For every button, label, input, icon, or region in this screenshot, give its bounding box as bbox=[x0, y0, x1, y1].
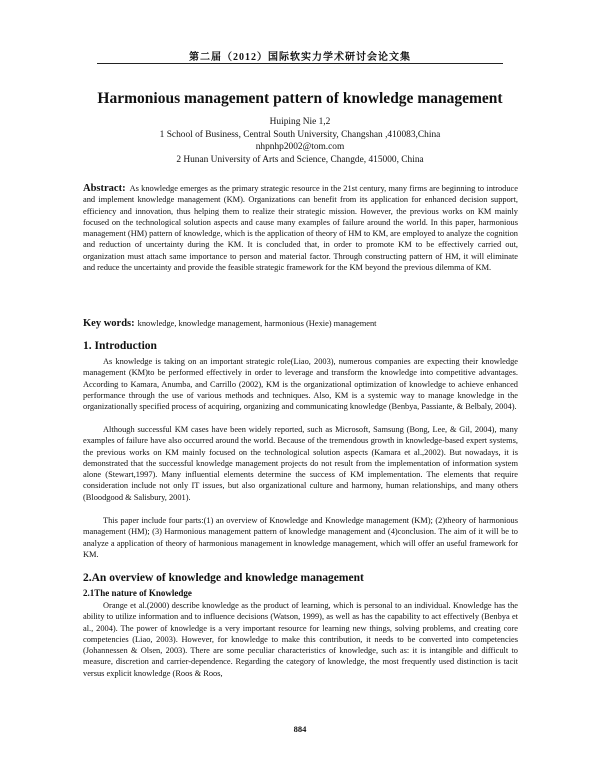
affiliation-2: 2 Hunan University of Arts and Science, Changde, 415000, China bbox=[176, 154, 424, 165]
affiliation-1: 1 School of Business, Central South University, Changshan ,410083,China bbox=[159, 129, 441, 140]
author-name: Huiping Nie 1,2 bbox=[269, 117, 331, 127]
author-block bbox=[60, 116, 540, 166]
keywords-label: Key words: bbox=[83, 318, 135, 329]
author-email: nhpnhp2002@tom.com bbox=[255, 142, 345, 152]
section-2-heading: 2.An overview of knowledge and knowledge management bbox=[83, 572, 364, 584]
section-1-paragraph: This paper include four parts:(1) an overview of Knowledge and Knowledge management (KM); (2)theory of harmonious management (HM); (3) Harmonious management pattern of knowledge management and (4)conclusion. The aim of it will be to analyze a application of theory of harmonious management in knowledge management, which will offer an useful framework for KM. bbox=[83, 516, 518, 559]
section-1-paragraph: Although successful KM cases have been widely reported, such as Microsoft, Samsung (Bong, Lee, & Gil, 2004), many examples of failure have also occurred around the world. Because of the tremendous growth in knowledge-based expert systems, the previous works on KM mainly focused on the technological solution aspects (Kamara et al.,2002). But nowadays, it is demonstrated that the successful knowledge management projects do not result from the implementation of information system alone (Stewart,1997). Many influential elements determine the success of KM implementation. The elements that require consideration include not only IT issues, but also organizational culture and harmony, human relationships, and many others (Bloodgood & Salisbury, 2001). bbox=[83, 425, 518, 502]
keywords-text: knowledge, knowledge management, harmonious (Hexie) management bbox=[137, 319, 377, 328]
abstract-label: Abstract: bbox=[83, 183, 126, 194]
subsection-2-1-heading: 2.1The nature of Knowledge bbox=[83, 588, 192, 598]
keywords bbox=[83, 318, 518, 329]
paper-title: Harmonious management pattern of knowledge management bbox=[97, 90, 503, 107]
section-1-paragraph: As knowledge is taking on an important strategic role(Liao, 2003), numerous companies are expecting their knowledge management (KM)to be performed effectively in order to leverage and transform the knowledge into competitive advantages. According to Kamara, Anumba, and Carrillo (2002), KM is the organizational optimization of knowledge to achieve enhanced performance through the use of various methods and techniques. Also, KM is a systemic way to manage knowledge in the organizationally specified process of acquiring, organizing and communicating knowledge (Benbya, Passiante, & Belbaly, 2004). bbox=[83, 357, 518, 412]
subsection-2-1-paragraph: Orange et al.(2000) describe knowledge as the product of learning, which is personal to an individual. Knowledge has the ability to utilize information and to influence decisions (Watson, 1999), as well as has the capability to act effectively (Benbya et al., 2004). The power of knowledge is a very important resource for learning new things, solving problems, and creating core competencies (Liao, 2003). However, for knowledge to make this contribution, it needs to be converted into competencies (Johannessen & Olsen, 2003). There are some peculiar characteristics of knowledge, such as: it is intangible and difficult to measure, discretion and carrier-dependence. Regarding the category of knowledge, the most frequently used distinction is tacit versus explicit knowledge (Roos & Roos, bbox=[83, 601, 518, 678]
abstract-text: As knowledge emerges as the primary strategic resource in the 21st century, many firms are beginning to introduce and implement knowledge management (KM). Organizations can benefit from its application for enhanced decision support, efficiency and innovation, thus helping them to realize their strategic mission. However, the previous works on KM mainly focused on the technological solution aspects and cause many examples of failure around the world. In this paper, harmonious management (HM) pattern of knowledge, which is the application of theory of HM to KM, are employed to analyze the cognition and reduction of uncertainty during the KM. It is concluded that, in order to promote KM to be effectively carried out, organization must attach same importance to person and material factor. Through constructing pattern of HM, it will eliminate and reduce the uncertainty and provide the feasible strategic framework for the KM beyond the previous dilemma of KM. bbox=[83, 184, 518, 273]
running-header: 第二届（2012）国际软实力学术研讨会论文集 bbox=[189, 52, 411, 63]
section-1-heading: 1. Introduction bbox=[83, 340, 157, 352]
page-number: 884 bbox=[293, 724, 307, 734]
abstract bbox=[83, 183, 518, 273]
header-rule bbox=[97, 63, 503, 64]
